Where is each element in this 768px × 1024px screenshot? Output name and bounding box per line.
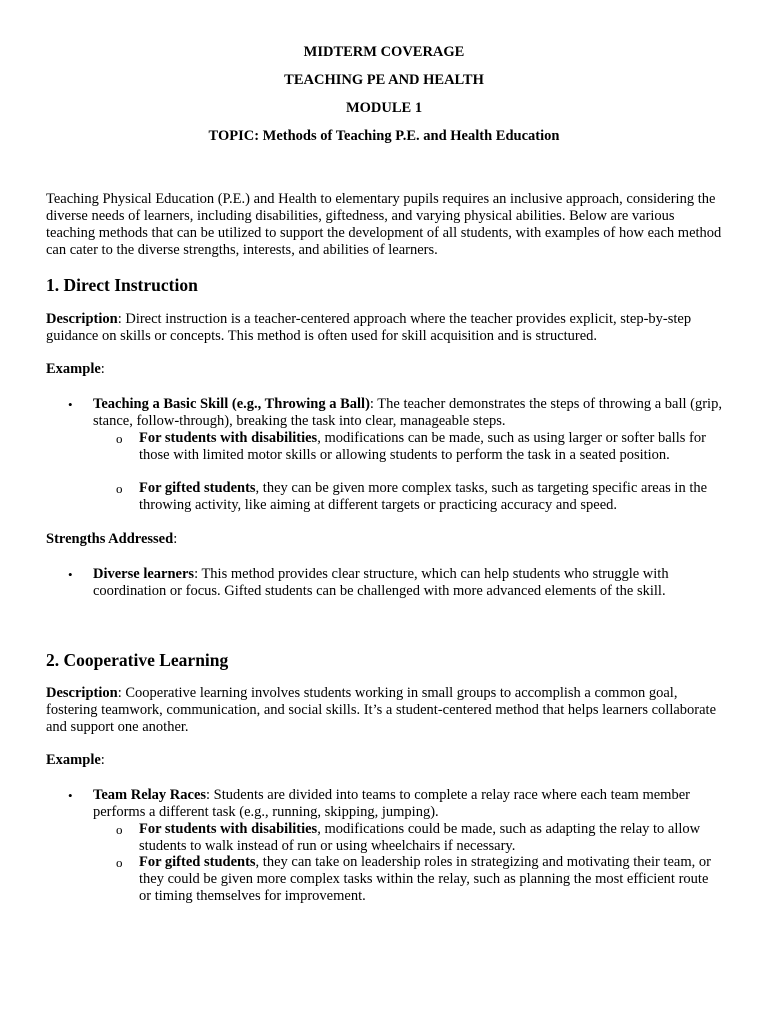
sub-text: , they can be given more complex tasks, such as targeting specific areas in the throwing activity, like aiming at different targets or practicing accuracy and speed. [139, 480, 708, 513]
sub-text: , modifications can be made, such as using larger or softer balls for those with limited motor skills or allowing students to perform the task in a seated position. [139, 430, 706, 463]
description-label: Description [46, 311, 118, 327]
strengths-item-text: : This method provides clear structure, which can help students who struggle with coordination or focus. Gifted students can be challenged with more advanced elements of the skill. [93, 566, 669, 599]
section-heading-direct-instruction: 1. Direct Instruction [46, 275, 198, 295]
description-text: : Cooperative learning involves students working in small groups to accomplish a common goal, fostering teamwork, communication, and social skills. It’s a student-centered method that helps learners collaborate and support one another. [46, 685, 717, 735]
bullet-icon: • [68, 788, 73, 803]
strengths-addressed-label [46, 531, 726, 548]
sub-bullet-icon: o [116, 481, 123, 496]
sub-item-gifted-1 [116, 480, 724, 514]
header-line-midterm: MIDTERM COVERAGE [303, 44, 465, 60]
strengths-suffix: : [173, 531, 178, 547]
example-label: Example [46, 752, 101, 768]
intro-paragraph: Teaching Physical Education (P.E.) and Health to elementary pupils requires an inclusive approach, considering the diverse needs of learners, including disabilities, giftedness, and varying physical abilities. Below are various teaching methods that can be utilized to support the development of all students, with examples of how each method can cater to the diverse strengths, interests, and abilities of learners. [46, 191, 722, 258]
sub-item-gifted-2 [116, 854, 724, 905]
description-label: Description [46, 685, 118, 701]
section-2-example-label [46, 752, 726, 769]
sub-label: For students with disabilities [139, 821, 318, 837]
sub-item-disabilities-2 [116, 821, 724, 855]
sub-label: For gifted students [139, 480, 256, 496]
example-title: Team Relay Races [93, 787, 207, 803]
header-line-topic: TOPIC: Methods of Teaching P.E. and Health Education [208, 128, 560, 144]
example-label: Example [46, 361, 101, 377]
section-1-description [46, 311, 726, 345]
list-item-example-1 [68, 396, 728, 430]
bullet-icon: • [68, 567, 73, 582]
example-suffix: : [100, 361, 105, 377]
example-suffix: : [100, 752, 105, 768]
sub-bullet-icon: o [116, 822, 123, 837]
description-text: : Direct instruction is a teacher-centered approach where the teacher provides explicit, step-by-step guidance on skills or concepts. This method is often used for skill acquisition and is structured. [46, 311, 692, 344]
section-1-example-label [46, 361, 726, 378]
strengths-label: Strengths Addressed [46, 531, 174, 547]
sub-label: For students with disabilities [139, 430, 318, 446]
header-line-module: MODULE 1 [345, 100, 423, 116]
example-text: : Students are divided into teams to complete a relay race where each team member performs a different task (e.g., running, skipping, jumping). [93, 787, 690, 820]
sub-bullet-icon: o [116, 855, 123, 870]
section-2-description [46, 685, 726, 736]
strengths-item-label: Diverse learners [93, 566, 195, 582]
list-item-example-2 [68, 787, 728, 821]
example-title: Teaching a Basic Skill (e.g., Throwing a Ball) [93, 396, 370, 412]
sub-text: , modifications could be made, such as adapting the relay to allow students to walk instead of run or using wheelchairs if necessary. [139, 821, 701, 854]
sub-text: , they can take on leadership roles in strategizing and motivating their team, or they could be given more complex tasks within the relay, such as planning the most efficient route or timing themselves for improvement. [139, 854, 711, 904]
example-text: : The teacher demonstrates the steps of throwing a ball (grip, stance, follow-through), breaking the task into clear, manageable steps. [93, 396, 722, 429]
bullet-icon: • [68, 397, 73, 412]
header-line-course: TEACHING PE AND HEALTH [284, 72, 484, 88]
list-item-strengths [68, 566, 728, 600]
sub-label: For gifted students [139, 854, 256, 870]
sub-bullet-icon: o [116, 431, 123, 446]
sub-item-disabilities-1 [116, 430, 724, 464]
section-heading-cooperative-learning: 2. Cooperative Learning [46, 650, 229, 670]
